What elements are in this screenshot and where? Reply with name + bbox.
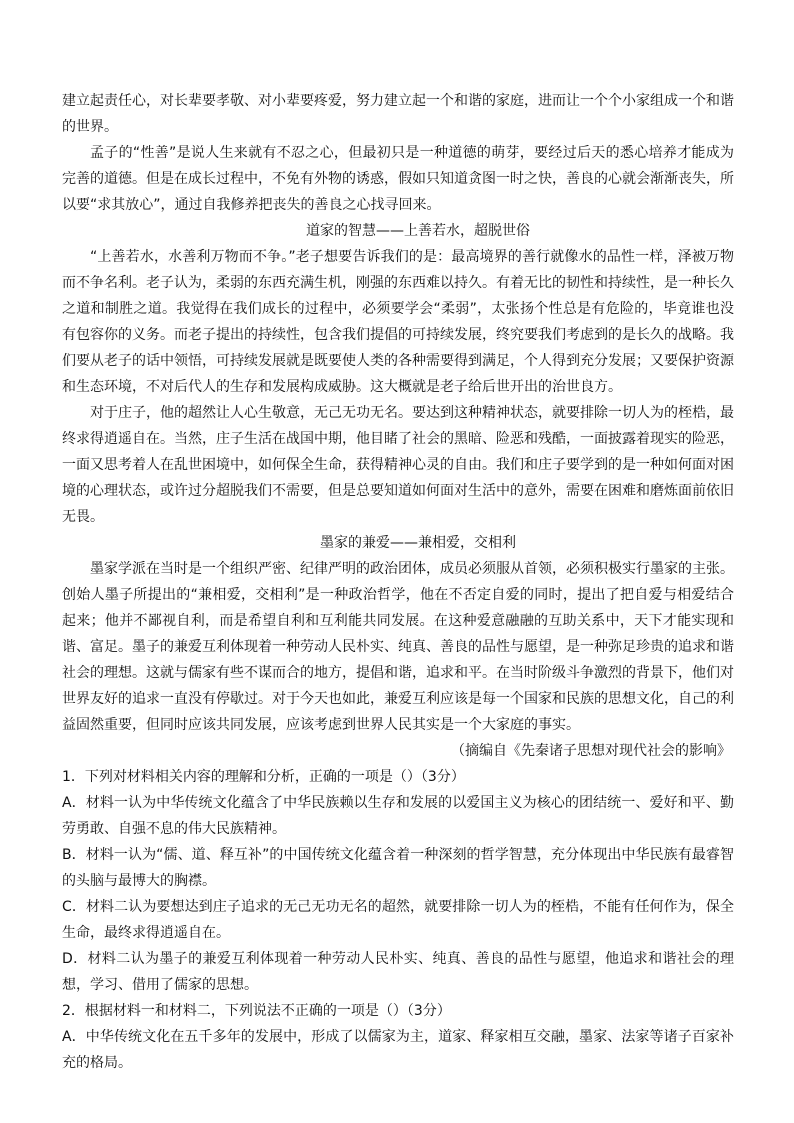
question-1-stem: 1．下列对材料相关内容的理解和分析，正确的一项是（）（3分） — [62, 769, 465, 785]
paragraph-laozi: “上善若水，水善利万物而不争。”老子想要告诉我们的是：最高境界的善行就像水的品性一样，泽被万物而不争名利。老子认为，柔弱的东西充满生机，刚强的东西难以持久。有着无比的韧性和持续性，是一种长久之道和制胜之道。我觉得在我们成长的过程中，必须要学会“柔弱”，太张扬个性总是有危险的，毕竟谁也没有包容你的义务。而老子提出的持续性，包含我们提倡的可持续发展，终究要我们考虑到的是长久的战略。我们要从老子的话中领悟，可持续发展就是既要使人类的各种需要得到满足，个人得到充分发展；又要保护资源和生态环境，不对后代人的生存和发展构成威胁。这大概就是老子给后世开出的治世良方。 — [62, 249, 734, 395]
section-heading-mohism: 墨家的兼爱——兼相爱，交相利 — [320, 535, 516, 551]
question-2-stem: 2．根据材料一和材料二，下列说法不正确的一项是（）（3分） — [62, 1003, 451, 1019]
section-heading-daoism: 道家的智慧——上善若水，超脱世俗 — [306, 223, 530, 239]
question-1-option-c: C．材料二认为要想达到庄子追求的无己无功无名的超然，就要排除一切人为的桎梏，不能有任何作为，保全生命，最终求得逍遥自在。 — [62, 899, 734, 941]
paragraph-mencius: 孟子的“性善”是说人生来就有不忍之心，但最初只是一种道德的萌芽，要经过后天的悉心培养才能成为完善的道德。但是在成长过程中，不免有外物的诱惑，假如只知道贪图一时之快，善良的心就会渐渐丧失，所以要“求其放心”，通过自我修养把丧失的善良之心找寻回来。 — [62, 145, 734, 213]
question-1-option-a: A．材料一认为中华传统文化蕴含了中华民族赖以生存和发展的以爱国主义为核心的团结统一、爱好和平、勤劳勇敢、自强不息的伟大民族精神。 — [62, 795, 734, 837]
question-2-option-a: A．中华传统文化在五千多年的发展中，形成了以儒家为主，道家、释家相互交融，墨家、法家等诸子百家补充的格局。 — [62, 1029, 734, 1071]
paragraph-family-harmony: 建立起责任心，对长辈要孝敬、对小辈要疼爱，努力建立起一个和谐的家庭，进而让一个个小家组成一个和谐的世界。 — [62, 93, 734, 135]
question-1-option-d: D．材料二认为墨子的兼爱互利体现着一种劳动人民朴实、纯真、善良的品性与愿望，他追求和谐社会的理想，学习、借用了儒家的思想。 — [62, 951, 734, 993]
paragraph-zhuangzi: 对于庄子，他的超然让人心生敬意，无己无功无名。要达到这种精神状态，就要排除一切人为的桎梏，最终求得逍遥自在。当然，庄子生活在战国中期，他目睹了社会的黑暗、险恶和残酷，一面披露着现实的险恶，一面又思考着人在乱世困境中，如何保全生命，获得精神心灵的自由。我们和庄子要学到的是一种如何面对困境的心理状态，或许过分超脱我们不需要，但是总要知道如何面对生活中的意外，需要在困难和磨炼面前依旧无畏。 — [62, 405, 734, 525]
source-citation: （摘编自《先秦诸子思想对现代社会的影响》 — [451, 743, 731, 759]
paragraph-mozi: 墨家学派在当时是一个组织严密、纪律严明的政治团体，成员必须服从首领，必须积极实行墨家的主张。创始人墨子所提出的“兼相爱，交相利”是一种政治哲学，他在不否定自爱的同时，提出了把自爱与相爱结合起来；他并不鄙视自利，而是希望自利和互利能共同发展。在这种爱意融融的互助关系中，天下才能实现和谐、富足。墨子的兼爱互利体现着一种劳动人民朴实、纯真、善良的品性与愿望，是一种弥足珍贵的追求和谐社会的理想。这就与儒家有些不谋而合的地方，提倡和谐，追求和平。在当时阶级斗争激烈的背景下，他们对世界友好的追求一直没有停歇过。对于今天也如此，兼爱互利应该是每一个国家和民族的思想文化，自己的利益固然重要，但同时应该共同发展，应该考虑到世界人民其实是一个大家庭的事实。 — [62, 561, 734, 733]
question-1-option-b: B．材料一认为“儒、道、释互补”的中国传统文化蕴含着一种深刻的哲学智慧，充分体现出中华民族有最睿智的头脑与最博大的胸襟。 — [62, 847, 734, 889]
